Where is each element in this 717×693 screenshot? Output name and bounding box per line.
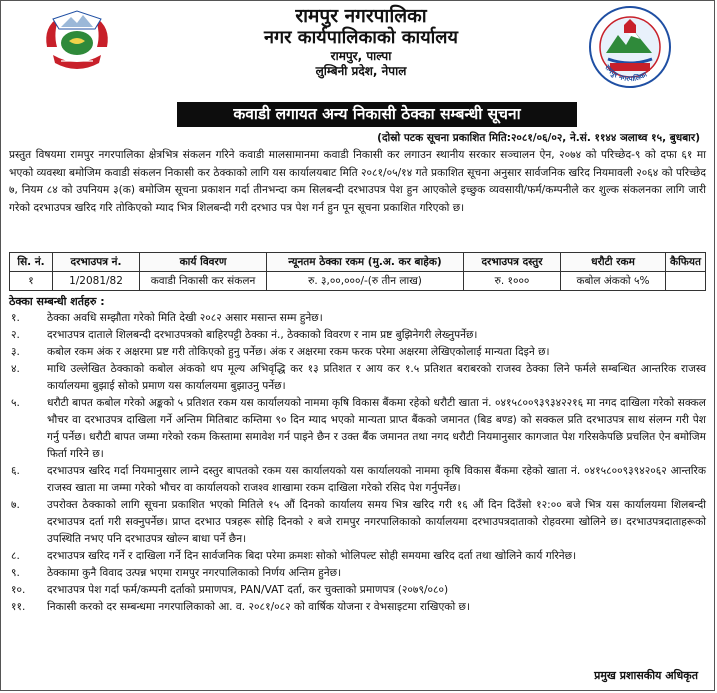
intro-paragraph: प्रस्तुत विषयमा रामपुर नगरपालिका क्षेत्रभित्र संकलन गरिने कवाडी मालसामानमा कवाडी निकासी कर लगाउन स्थानीय सरकार सञ्चालन ऐन, २०७४ को परिच्छेद-९ को दफा ६१ मा भएको व्यवस्था बमोजिम कवाडी संकलन निकासी कर ठेक्काको लागि यस कार्यालयबाट मिति २०८१/०५/१४ गते प्रकाशित सूचना अनुसार सार्वजनिक खरिद नियमावली २०६४ को परिच्छेद ७, नियम ८४ को उपनियम ३(क) बमोजिम सूचना प्रकाशन गर्दा तीनभन्दा कम सिलबन्दी दरभाउपत्र पेश हुन आएकोले इच्छुक व्यवसायी/फर्म/कम्पनीले कर शुल्क संकलनका लागि जारी गरेको दरभाउपत्र खरिद गरि तोकिएको म्याद भित्र शिलबन्दी गरी दरभाउ पत्र पेश गर्न हुन पून सूचना प्रकाशित गरिएको छ। [9,149,706,214]
condition-text: ठेक्का अवधि सम्झौता गरेको मिति देखी २०८२ असार मसान्त सम्म हुनेछ। [47,312,323,324]
condition-number: ११. [11,601,26,613]
header-cell: कैफियत [666,253,706,272]
header-cell: दरभाउपत्र नं. [53,253,140,272]
header-cell: धरौटी रकम [561,253,666,272]
office-address: रामपुर, पाल्पा [330,49,392,63]
header [1,1,714,101]
condition-item [9,463,706,497]
condition-number: १. [11,312,20,324]
condition-item [9,344,706,361]
logo-arc-text: रामपुर नगरपालिका [602,63,649,84]
condition-number: २. [11,329,20,341]
condition-text: दरभाउपत्र दाताले शिलबन्दी दरभाउपत्रको बाहिरपट्टी ठेक्का नं., ठेक्काको विवरण र नाम प्रष्ट बुझिनेगरी लेख्नुपर्नेछ। [47,329,478,341]
condition-number: ५. [11,397,20,409]
table-cell: रु. १००० [464,272,561,291]
condition-item [9,395,706,463]
condition-number: ९. [11,567,20,579]
bid-table [9,252,706,291]
table-cell: कबोल अंकको ५% [561,272,666,291]
condition-item [9,548,706,565]
condition-text: दरभाउपत्र खरिद गर्ने र दाखिला गर्ने दिन सार्वजनिक बिदा परेमा क्रमशः सोको भोलिपल्ट सोही समयमा खरिद दर्ता तथा खोलिने कार्य गरिनेछ। [47,550,577,562]
conditions-list [9,310,706,616]
condition-text: दरभाउपत्र खरिद गर्दा नियमानुसार लाग्ने दस्तुर बापतको रकम यस कार्यालयको यस कार्यालयको नाममा कृषि विकास बैंकमा रहेको खाता नं. ०४१५८००९३९४२०६२ आन्तरिक राजस्व खाता मा जम्मा गरेको भौचर वा कार्यालयको राजश्व शाखामा रकम दाखिला गरेको रसिद पेश गर्नुपर्नेछ। [47,465,706,494]
table-row [10,272,706,291]
table-cell: 1/2081/82 [53,272,140,291]
table-header-row [10,253,706,272]
header-cell: सि. नं. [10,253,53,272]
condition-text: धरौटी बापत कबोल गरेको अङ्कको ५ प्रतिशत रकम यस कार्यालयको नाममा कृषि विकास बैंकमा रहेको धरौटी खाता नं. ०४१५८००९३९३४२२१६ मा नगद दाखिला गरेको सक्कल भौचर वा दरभाउपत्र दाखिला गर्ने अन्तिम मितिबाट कम्तिमा ९० दिन म्याद भएको मान्यता प्राप्त बैंकको जमानत (बिड बण्ड) को सक्कल प्रति दरभाउपत्र साथ संलग्न गरी पेश गर्नु पर्नेछ। धरौटी बापत जम्मा गरेको रकम किस्तामा समावेश गर्न पाइने छैन र उक्त बैंक जमानत तथा नगद धरौटी नियमानुसार कागजात पेश गरिसकेपछि प्रचलित ऐन बमोजिम फिर्ता गरिने छ। [47,397,706,460]
condition-number: ३. [11,346,20,358]
nepal-emblem-icon [39,7,115,75]
condition-number: ६. [11,465,20,477]
condition-text: निकासी करको दर सम्बन्धमा नगरपालिकाको आ. व. २०८१/०८२ को वार्षिक योजना र वेभसाइटमा राखिएको छ। [47,601,470,613]
condition-item [9,327,706,344]
condition-text: दरभाउपत्र पेश गर्दा फर्म/कम्पनी दर्ताको प्रमाणपत्र, PAN/VAT दर्ता, कर चुक्ताको प्रमाणपत्र (२०७९/०८०) [47,584,449,596]
condition-item [9,361,706,395]
condition-number: १०. [11,584,26,596]
signature-line: प्रमुख प्रशासकीय अधिकृत [594,669,698,682]
municipality-logo-icon [588,5,672,89]
condition-number: ७. [11,499,20,511]
condition-item [9,565,706,582]
condition-item [9,497,706,548]
condition-number: ४. [11,363,20,375]
conditions-heading: ठेक्का सम्बन्धी शर्तहरु : [9,295,105,308]
municipality-name: रामपुर नगरपालिका [295,5,427,27]
office-name: नगर कार्यपालिकाको कार्यालय [264,27,458,48]
table-cell [666,272,706,291]
header-titles [151,5,571,79]
header-cell: न्यूनतम ठेक्का रकम (मु.अ. कर बाहेक) [267,253,464,272]
condition-text: उपरोक्त ठेक्काको लागि सूचना प्रकाशित भएको मितिले १५ औं दिनको कार्यालय समय भित्र खरिद गरी १६ औं दिन दिउँसो १२:०० बजे भित्र यस कार्यालयमा शिलबन्दी दरभाउपत्र दर्ता गरी सक्नुपर्नेछ। प्राप्त दरभाउ पत्रहरू सोहि दिनको २ बजे रामपुर नगरपालिकाको कार्यालयमा दरभाउपत्रदाताको रोहवरमा खोलिने छ। दरभाउपत्रदाताहरूको उपस्थिति नभए पनि दरभाउपत्र खोल्न बाधा पर्ने छैन। [47,499,706,545]
header-cell: दरभाउपत्र दस्तुर [464,253,561,272]
condition-item [9,582,706,599]
notice-subtitle: (दोस्रो पटक सूचना प्रकाशित मिति:२०८१/०६/०२, ने.सं. ११४४ ञलाथ्व १५, बुधबार) [377,132,700,144]
condition-text: ठेक्कामा कुनै विवाद उत्पन्न भएमा रामपुर नगरपालिकाको निर्णय अन्तिम हुनेछ। [47,567,342,579]
condition-item [9,599,706,616]
table-cell: रु. ३,००,०००/-(रु तीन लाख) [267,272,464,291]
table-cell: कवाडी निकासी कर संकलन [140,272,267,291]
condition-number: ८. [11,550,20,562]
table-cell: १ [10,272,53,291]
condition-text: माथि उल्लेखित ठेक्काको कबोल अंकको थप मूल्य अभिवृद्धि कर १३ प्रतिशत र आय कर १.५ प्रतिशत बराबरको राजस्व ठेक्का लिने फर्मले सम्बन्धित आन्तरिक राजस्व कार्यालयमा बुझाई सोको प्रमाण यस कार्यालयमा बुझाउनु पर्नेछ। [47,363,706,392]
notice-title: कवाडी लगायत अन्य निकासी ठेक्का सम्बन्धी सूचना [177,102,577,127]
condition-text: कबोल रकम अंक र अक्षरमा प्रष्ट गरी तोकिएको हुनु पर्नेछ। अंक र अक्षरमा रकम फरक परेमा अक्षरमा लेखिएकोलाई मान्यता दिइने छ। [47,346,550,358]
condition-item [9,310,706,327]
header-cell: कार्य विवरण [140,253,267,272]
province-name: लुम्बिनी प्रदेश, नेपाल [315,64,407,78]
